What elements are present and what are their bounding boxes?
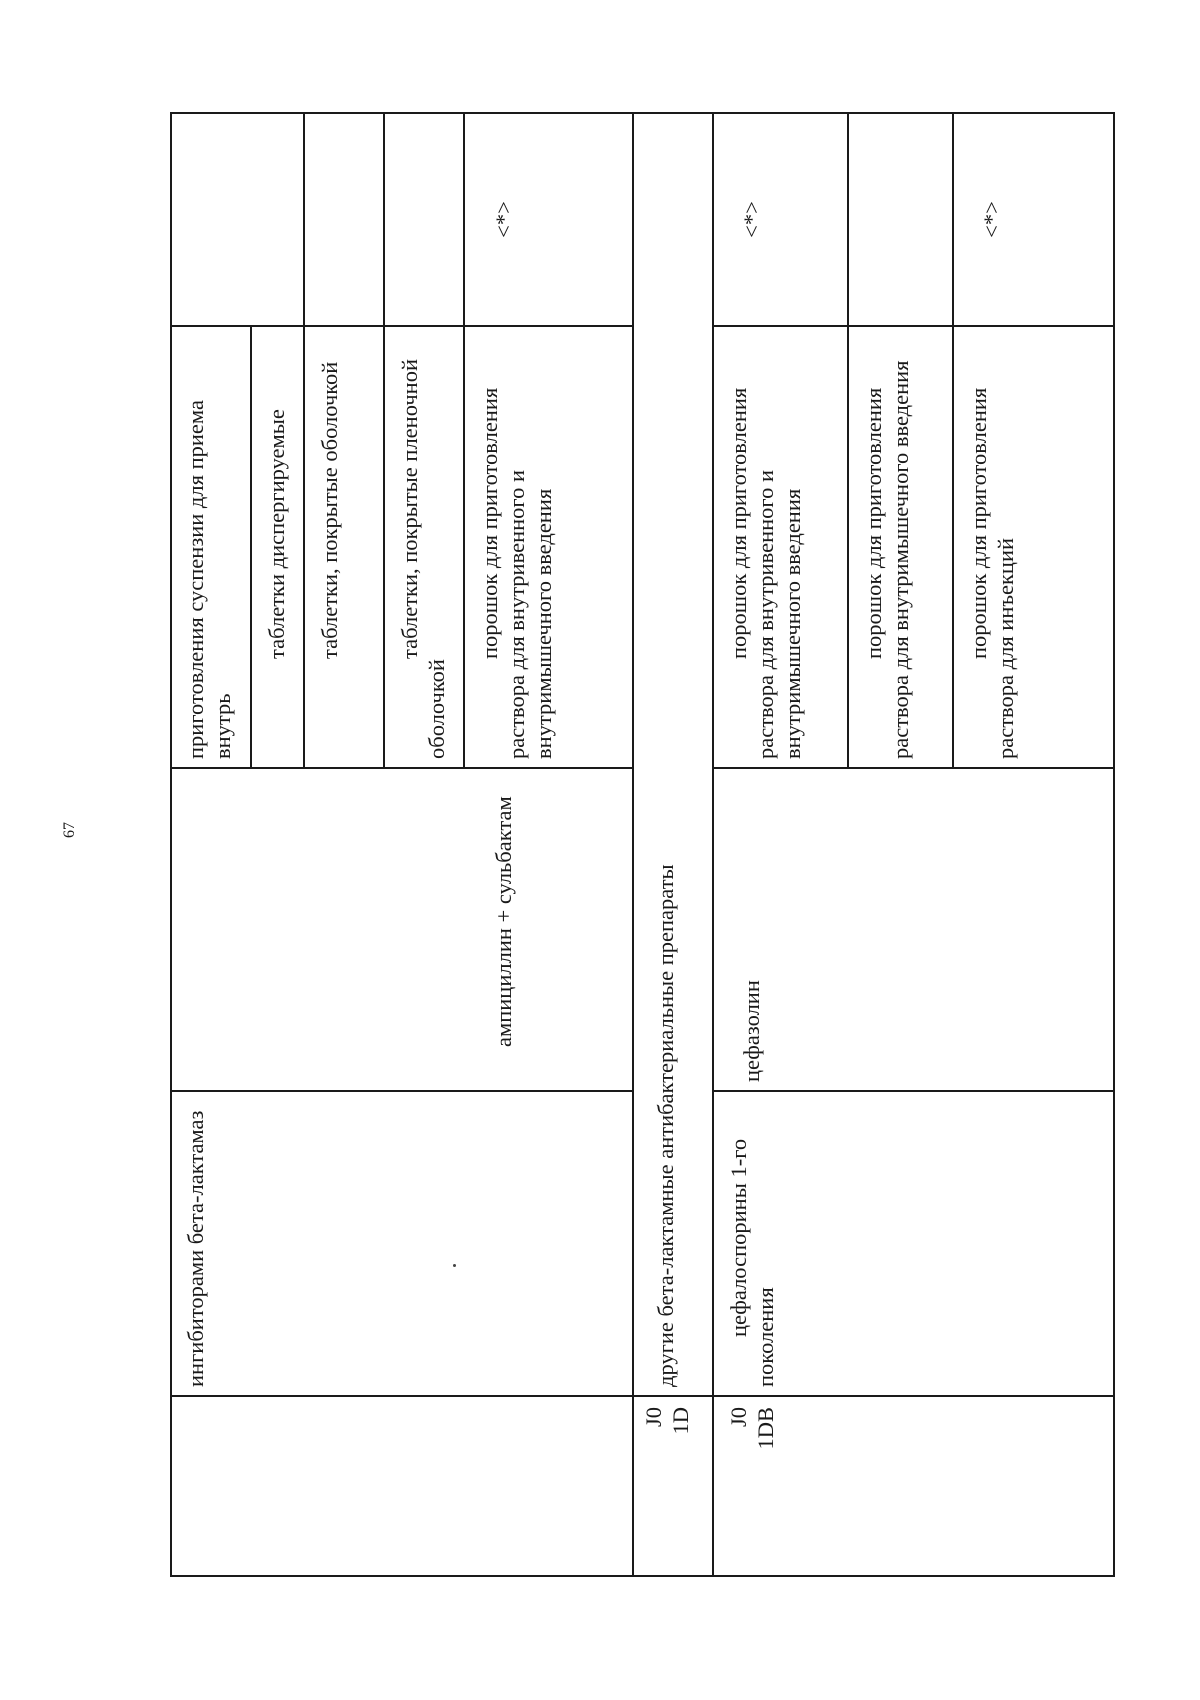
note-marker: <*>: [491, 201, 516, 238]
page-number: 67: [61, 822, 78, 838]
divider-form-col-g1: [170, 325, 632, 327]
form-cell-j01db-3: [965, 334, 1019, 759]
code-cell-j01db: [725, 1407, 779, 1472]
code-cell-j01d: [640, 1407, 694, 1457]
divider-row-j01d-top: [632, 112, 634, 1577]
rotated-table: [170, 112, 1115, 1577]
divider-form-4: [463, 112, 465, 769]
divider-drug-col-j01db: [712, 767, 1115, 769]
form-cell-3: [316, 334, 343, 759]
note-marker: <*>: [979, 201, 1004, 238]
group-name: цефалоспорины 1-го поколения: [726, 1138, 778, 1387]
drug-cell-cefazolin: [738, 777, 765, 1082]
form-text: порошок для приготовления раствора для инъекций: [966, 387, 1018, 759]
form-cell-4: [396, 334, 450, 759]
form-text: таблетки диспергируемые: [264, 409, 289, 659]
section-heading: другие бета-лактамные антибактериальные препараты: [653, 864, 678, 1387]
drug-name: ампициллин + сульбактам: [491, 796, 516, 1047]
group-name: ингибиторами бета-лактамаз: [183, 1110, 208, 1387]
form-cell-j01db-2: [860, 334, 914, 759]
drug-name: цефазолин: [739, 980, 764, 1082]
drug-cell-ampicillin: [490, 772, 517, 1047]
divider-row-j01db-top: [712, 112, 714, 1577]
group-name-cell: [182, 1102, 209, 1387]
form-text: таблетки, покрытые пленочной оболочкой: [397, 358, 449, 759]
divider-code-col-j01d: [632, 1395, 712, 1397]
divider-form-j01db-1: [847, 112, 849, 769]
form-cell-j01db-1: [725, 334, 806, 759]
divider-form-j01db-2: [952, 112, 954, 769]
divider-group-col-g1: [170, 1090, 632, 1092]
note-cell-j01db-3: [978, 122, 1005, 317]
divider-form-1: [250, 327, 252, 769]
divider-group-col-j01db: [712, 1090, 1115, 1092]
divider-code-col-g1: [170, 1395, 632, 1397]
table-border-bottom: [1113, 112, 1115, 1577]
form-text: порошок для приготовления раствора для внутривенного и внутримышечного введения: [477, 387, 556, 759]
divider-code-col-j01db: [712, 1395, 1115, 1397]
form-text: порошок для приготовления раствора для внутривенного и внутримышечного введения: [726, 387, 805, 759]
divider-drug-col-g1: [170, 767, 632, 769]
form-cell-1: [182, 334, 236, 759]
table-border-top: [170, 112, 172, 1577]
form-text: порошок для приготовления раствора для внутримышечного введения: [861, 360, 913, 759]
form-text: таблетки, покрытые оболочкой: [317, 361, 342, 659]
note-cell-j01db-1: [738, 122, 765, 317]
atc-code: J0 1DB: [726, 1407, 778, 1450]
form-text: приготовления суспензии для приема внутрь: [183, 400, 235, 759]
note-cell-ampicillin: [490, 122, 517, 317]
divider-form-col-j01db: [712, 325, 1115, 327]
scan-speck: [453, 1264, 456, 1267]
table-border-left: [170, 1575, 1115, 1577]
form-cell-5: [476, 334, 557, 759]
note-marker: <*>: [739, 201, 764, 238]
divider-form-3: [383, 112, 385, 769]
atc-code: J0 1D: [641, 1407, 693, 1435]
divider-form-2: [303, 112, 305, 769]
group-name-cell-j01db: [725, 1102, 779, 1387]
heading-cell-j01d: [652, 187, 679, 1387]
table-border-right: [170, 112, 1115, 114]
form-cell-2: [263, 319, 290, 759]
